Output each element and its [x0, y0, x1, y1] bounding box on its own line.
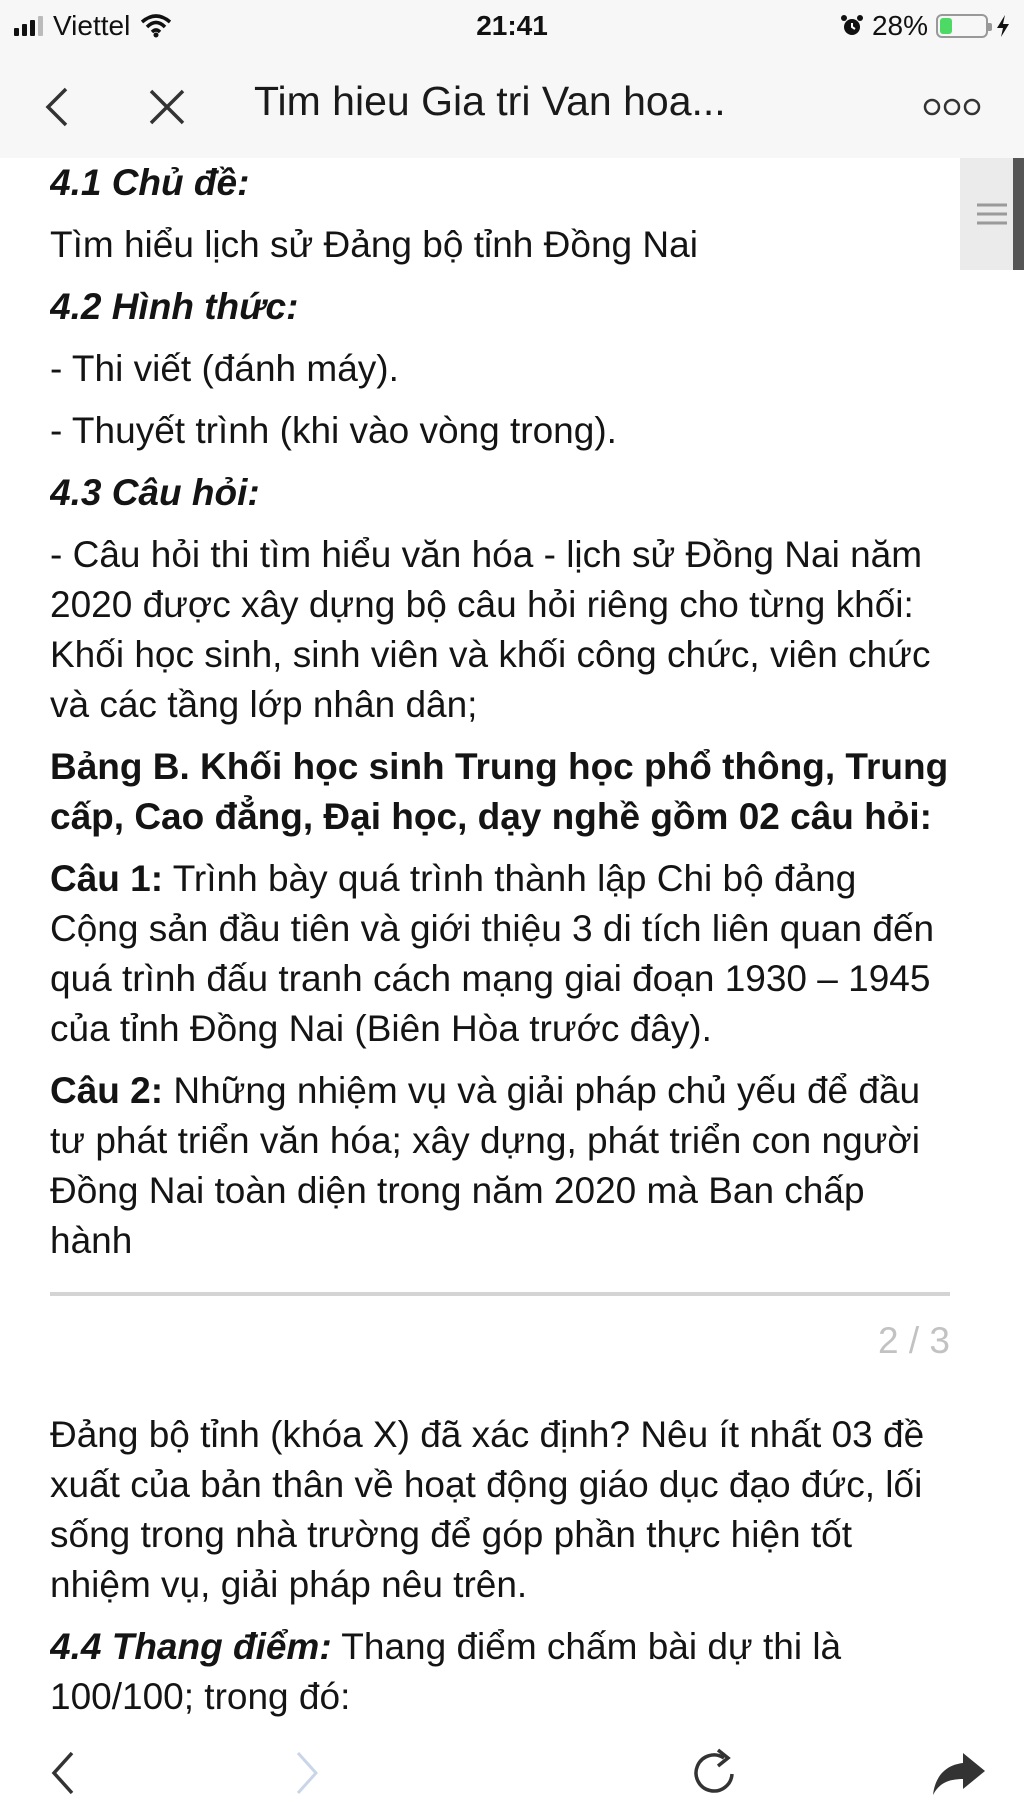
section-heading-4-2: 4.2 Hình thức: [50, 286, 299, 327]
status-time: 21:41 [476, 10, 548, 41]
grip-lines-icon [975, 197, 1009, 231]
question-2 [50, 1066, 950, 1266]
question-1-label: Câu 1: [50, 858, 164, 899]
battery-icon [936, 14, 988, 38]
questions-intro: - Câu hỏi thi tìm hiểu văn hóa - lịch sử Đồng Nai năm 2020 được xây dựng bộ câu hỏi riêng cho từng khối: Khối học sinh, sinh viên và khối công chức, viên chức và các tầng lớp nhân dân; [50, 534, 931, 725]
close-button[interactable] [132, 72, 202, 142]
alarm-icon [840, 14, 864, 38]
question-2-continued: Đảng bộ tỉnh (khóa X) đã xác định? Nêu ít nhất 03 đề xuất của bản thân về hoạt động giáo dục đạo đức, lối sống trong nhà trường để góp phần thực hiện tốt nhiệm vụ, giải pháp nêu trên. [50, 1414, 925, 1605]
carrier-name: Viettel [53, 10, 131, 41]
more-dots-icon [922, 97, 982, 117]
scoring-paragraph [50, 1622, 950, 1718]
form-item-1: - Thi viết (đánh máy). [50, 348, 399, 389]
back-button[interactable] [22, 72, 92, 142]
question-2-label: Câu 2: [50, 1070, 164, 1111]
share-icon [931, 1749, 987, 1797]
page-title: Tim hieu Gia tri Van hoa... [254, 78, 726, 124]
question-1 [50, 854, 950, 1054]
topic-text: Tìm hiểu lịch sử Đảng bộ tỉnh Đồng Nai [50, 224, 698, 265]
status-bar [0, 0, 1024, 52]
toolbar-forward-button[interactable] [272, 1738, 342, 1808]
chevron-left-icon [42, 85, 72, 129]
battery-level [940, 18, 952, 34]
more-button[interactable] [912, 72, 992, 142]
reload-icon [688, 1746, 742, 1800]
question-2-text: Những nhiệm vụ và giải pháp chủ yếu để đầu tư phát triển văn hóa; xây dựng, phát triển con người Đồng Nai toàn diện trong năm 2020 mà Ban chấp hành [50, 1070, 921, 1261]
section-heading-4-3: 4.3 Câu hỏi: [50, 472, 260, 513]
document-content [50, 158, 950, 1718]
scoring-text: Thang điểm chấm bài dự thi là 100/100; trong đó: [50, 1626, 842, 1717]
page-indicator: 2 / 3 [878, 1320, 950, 1361]
scrollbar[interactable] [1013, 158, 1024, 270]
form-item-2: - Thuyết trình (khi vào vòng trong). [50, 410, 617, 451]
question-1-text: Trình bày quá trình thành lập Chi bộ đảng Cộng sản đầu tiên và giới thiệu 3 di tích liên quan đến quá trình đấu tranh cách mạng giai đoạn 1930 – 1945 của tỉnh Đồng Nai (Biên Hòa trước đây). [50, 858, 935, 1049]
charging-icon [996, 14, 1010, 38]
section-heading-4-1: 4.1 Chủ đề: [50, 162, 250, 203]
share-button[interactable] [924, 1738, 994, 1808]
toolbar-back-button[interactable] [28, 1738, 98, 1808]
status-right [840, 10, 1010, 42]
reload-button[interactable] [680, 1738, 750, 1808]
section-heading-4-4: 4.4 Thang điểm: [50, 1626, 332, 1667]
back-arrow-icon [48, 1749, 78, 1797]
bottom-toolbar [0, 1718, 1024, 1820]
forward-arrow-icon [292, 1749, 322, 1797]
nav-bar [0, 52, 1024, 158]
battery-percent: 28% [871, 10, 928, 41]
close-icon [147, 87, 187, 127]
page-divider [50, 1292, 950, 1296]
table-b-heading: Bảng B. Khối học sinh Trung học phổ thông, Trung cấp, Cao đẳng, Đại học, dạy nghề gồm 02 câu hỏi: [50, 746, 949, 837]
